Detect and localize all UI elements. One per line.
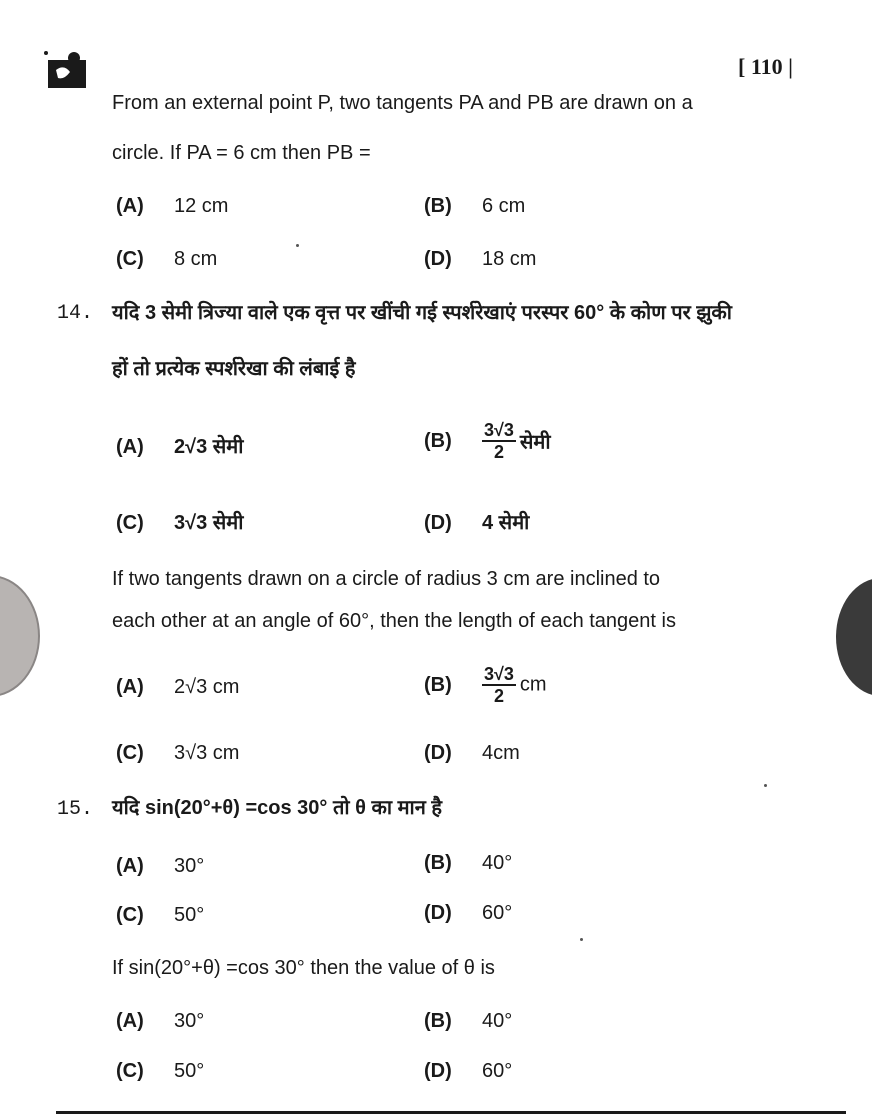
q15-hindi-option-a: (A) 30° — [116, 855, 205, 877]
q14-english-line-2: each other at an angle of 60°, then the length of each tangent is — [112, 610, 676, 632]
fraction: $\frac{3√3}{2}$ — [484, 664, 514, 706]
q15-english-line: If sin(20°+θ) =cos 30° then the value of θ is — [112, 957, 495, 979]
q14-hindi-option-b: (B) $\frac{3√3}{2}$ सेमी — [424, 420, 551, 462]
speck — [296, 244, 299, 247]
speck — [580, 938, 583, 941]
question-15-number: 15. — [57, 798, 94, 821]
intro-option-c: (C) 8 cm — [116, 248, 218, 270]
q15-english-option-c: (C) 50° — [116, 1060, 205, 1082]
q15-hindi-option-d: (D) 60° — [424, 902, 513, 924]
q14-hindi-option-c: (C) 3√3 सेमी — [116, 512, 244, 534]
intro-option-a: (A) 12 cm — [116, 195, 229, 217]
intro-option-b: (B) 6 cm — [424, 195, 526, 217]
q15-english-option-d: (D) 60° — [424, 1060, 513, 1082]
q14-english-option-b: (B) $\frac{3√3}{2}$ cm — [424, 664, 547, 706]
q14-english-option-a: (A) 2√3 cm — [116, 676, 240, 698]
q14-english-line-1: If two tangents drawn on a circle of radius 3 cm are inclined to — [112, 568, 661, 590]
q14-hindi-option-a: (A) 2√3 सेमी — [116, 436, 244, 458]
q15-hindi-line: यदि sin(20°+θ) =cos 30° तो θ का मान है — [112, 797, 442, 819]
scanner-shadow-left — [0, 575, 40, 697]
question-14-number: 14. — [57, 302, 94, 325]
publisher-logo-icon — [44, 50, 90, 90]
q14-english-option-c: (C) 3√3 cm — [116, 742, 240, 764]
intro-option-d: (D) 18 cm — [424, 248, 537, 270]
q15-english-option-a: (A) 30° — [116, 1010, 205, 1032]
q15-hindi-option-c: (C) 50° — [116, 904, 205, 926]
q15-hindi-option-b: (B) 40° — [424, 852, 513, 874]
q14-hindi-line-1: यदि 3 सेमी त्रिज्या वाले एक वृत्त पर खींची गई स्पर्शरेखाएं परस्पर 60° के कोण पर झुकी — [112, 302, 732, 324]
q15-english-option-b: (B) 40° — [424, 1010, 513, 1032]
bottom-rule — [56, 1111, 846, 1114]
speck — [764, 784, 767, 787]
q14-english-option-d: (D) 4cm — [424, 742, 520, 764]
fraction: $\frac{3√3}{2}$ — [484, 420, 514, 462]
intro-question-line-1: From an external point P, two tangents PA and PB are drawn on a — [112, 92, 693, 114]
q14-hindi-line-2: हों तो प्रत्येक स्पर्शरेखा की लंबाई है — [112, 358, 356, 380]
page-number: [ 110 | — [738, 54, 793, 79]
intro-question-line-2: circle. If PA = 6 cm then PB = — [112, 142, 371, 164]
q14-hindi-option-d: (D) 4 सेमी — [424, 512, 530, 534]
scanner-shadow-right — [836, 578, 872, 696]
